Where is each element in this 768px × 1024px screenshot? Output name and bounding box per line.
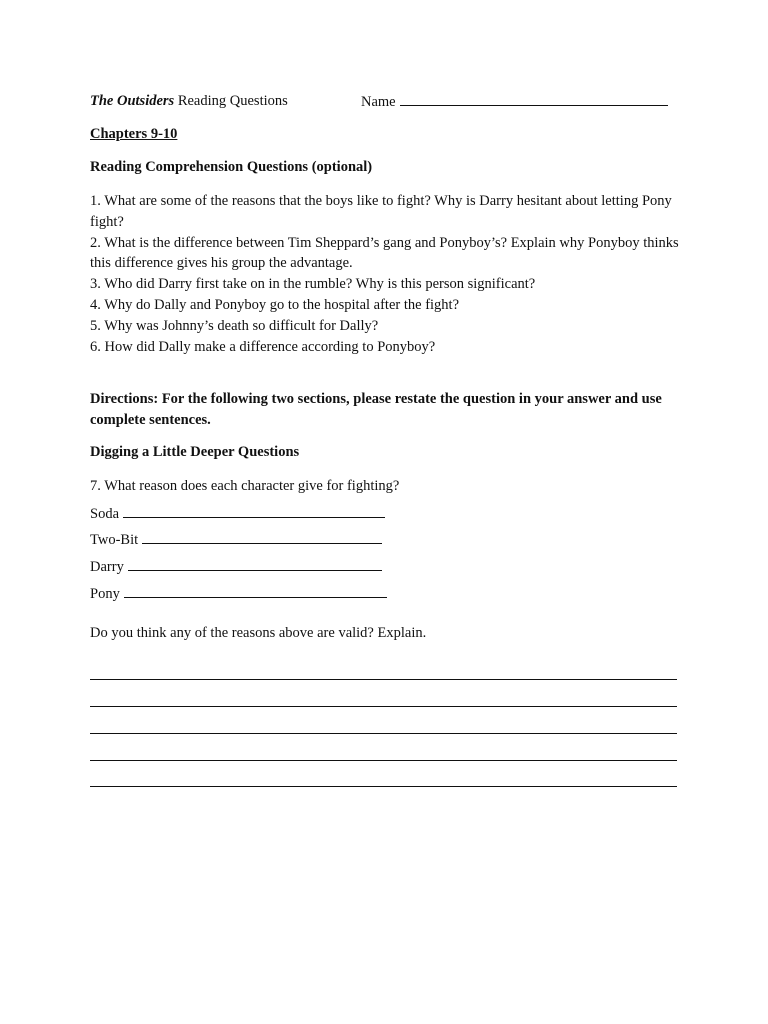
comprehension-question: 6. How did Dally make a difference according to Ponyboy?	[90, 338, 436, 355]
character-label: Darry	[90, 559, 124, 575]
character-label: Pony	[90, 586, 120, 602]
chapters-heading: Chapters 9-10	[90, 126, 178, 142]
response-line[interactable]	[90, 706, 677, 707]
worksheet-title	[90, 93, 288, 110]
response-line[interactable]	[90, 679, 677, 680]
character-answer-two-bit[interactable]	[90, 531, 382, 549]
character-answer-soda[interactable]	[90, 505, 385, 523]
comprehension-question-list	[90, 191, 680, 357]
name-blank-line[interactable]	[400, 93, 668, 106]
comprehension-question: 2. What is the difference between Tim Sheppard’s gang and Ponyboy’s? Explain why Ponyboy thinks this difference gives his group the advantage.	[90, 234, 679, 272]
directions-text: Directions: For the following two sections, please restate the question in your answer and use complete sentences.	[90, 391, 662, 428]
answer-blank-line[interactable]	[128, 558, 382, 571]
answer-blank-line[interactable]	[123, 505, 385, 518]
book-title: The Outsiders	[90, 93, 175, 109]
worksheet-page	[90, 0, 680, 1024]
comprehension-question: 5. Why was Johnny’s death so difficult for Dally?	[90, 317, 379, 334]
response-line[interactable]	[90, 786, 677, 787]
comprehension-question: 3. Who did Darry first take on in the rumble? Why is this person significant?	[90, 276, 536, 293]
comprehension-question: 4. Why do Dally and Ponyboy go to the hospital after the fight?	[90, 296, 460, 313]
character-label: Two-Bit	[90, 532, 139, 548]
answer-blank-line[interactable]	[142, 531, 382, 544]
character-answer-pony[interactable]	[90, 585, 387, 603]
followup-question: Do you think any of the reasons above are valid? Explain.	[90, 625, 427, 641]
question-7: 7. What reason does each character give for fighting?	[90, 478, 400, 494]
comprehension-question: 1. What are some of the reasons that the boys like to fight? Why is Darry hesitant about letting Pony fight?	[90, 193, 672, 230]
character-label: Soda	[90, 506, 119, 522]
response-line[interactable]	[90, 733, 677, 734]
comprehension-heading: Reading Comprehension Questions (optional)	[90, 159, 373, 175]
response-line[interactable]	[90, 760, 677, 761]
name-label: Name	[361, 94, 396, 110]
deeper-heading: Digging a Little Deeper Questions	[90, 444, 300, 460]
title-suffix: Reading Questions	[174, 93, 288, 109]
name-field[interactable]	[361, 93, 668, 111]
answer-blank-line[interactable]	[124, 585, 387, 598]
character-answer-darry[interactable]	[90, 558, 382, 576]
